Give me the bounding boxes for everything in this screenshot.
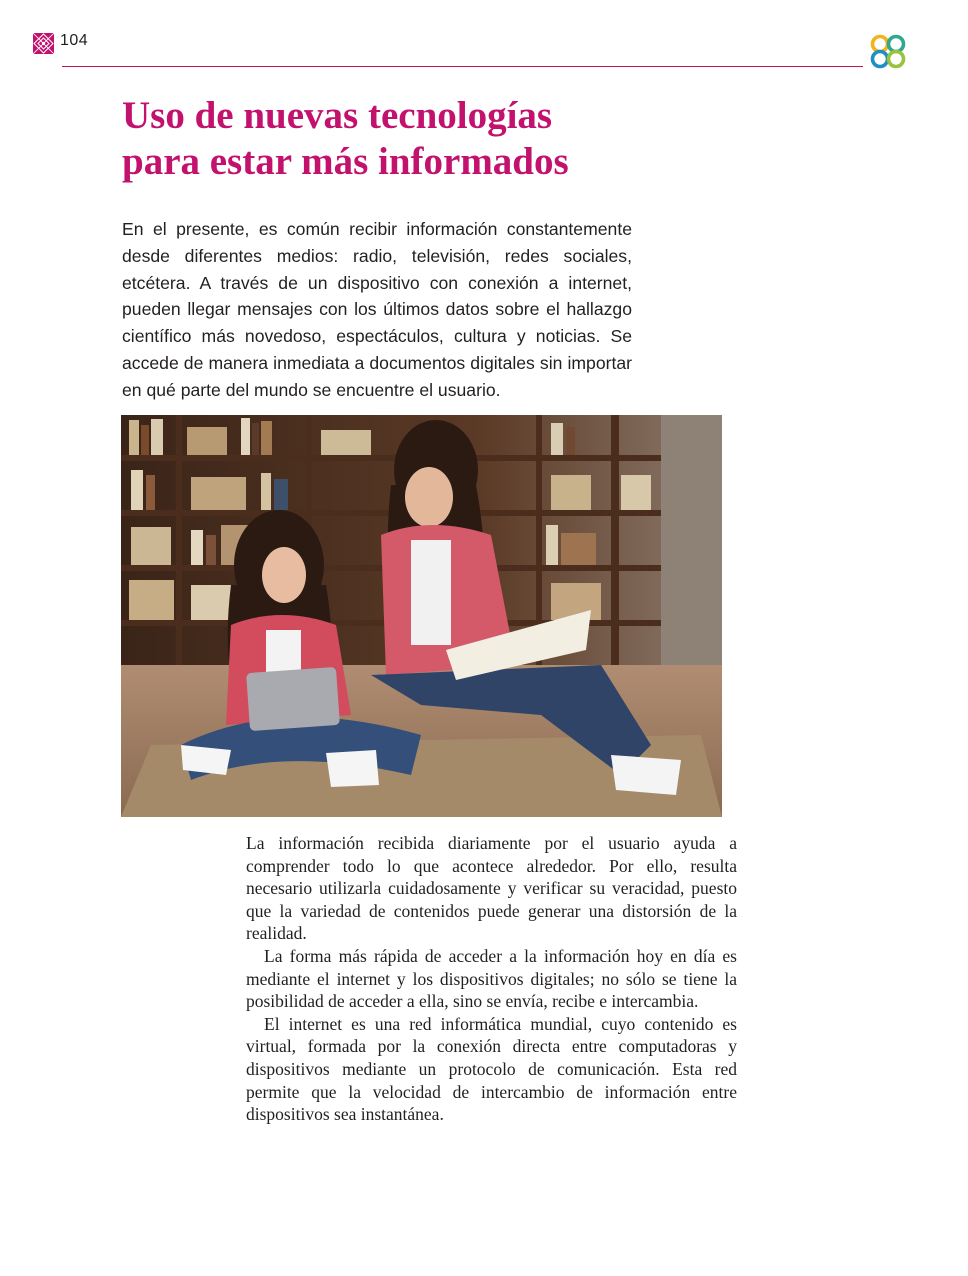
- intro-paragraph: En el presente, es común recibir información constantemente desde diferentes medios: radio, televisión, redes sociales, etcétera. A través de un dispositivo con conexión a internet, pueden llegar mensajes con los últimos datos sobre el hallazgo científico más novedoso, espectáculos, cultura y noticias. Se accede de manera inmediata a documentos digitales sin importar en qué parte del mundo se encuentre el usuario.: [122, 219, 632, 400]
- body-text: [246, 832, 737, 1126]
- page-title-line-2: para estar más informados: [122, 140, 569, 183]
- body-paragraph-1: La información recibida diariamente por el usuario ayuda a comprender todo lo que acontece alrededor. Por ello, resulta necesario utilizarla cuidadosamente y verificar su veracidad, puesto que la variedad de contenidos puede generar una distorsión de la realidad.: [246, 833, 737, 944]
- body-paragraph-3: El internet es una red informática mundial, cuyo contenido es virtual, formada por la conexión directa entre computadoras y dispositivos mediante un protocolo de comunicación. Esta red permite que la velocidad de intercambio de información entre dispositivos sea instantánea.: [246, 1013, 737, 1125]
- page-number: 104: [60, 32, 89, 49]
- page-title-line-1: Uso de nuevas tecnologías: [122, 94, 553, 137]
- patterned-square-emblem-icon: [33, 33, 54, 54]
- photo-girl-with-tablet-and-woman-with-book: [121, 415, 722, 817]
- header-divider: [62, 66, 863, 67]
- page-title: [122, 93, 682, 185]
- interlocking-rings-logo-icon: [869, 32, 907, 70]
- body-paragraph-2: La forma más rápida de acceder a la información hoy en día es mediante el internet y los dispositivos digitales; no sólo se tiene la posibilidad de acceder a ella, sino se envía, recibe e intercambia.: [246, 945, 737, 1012]
